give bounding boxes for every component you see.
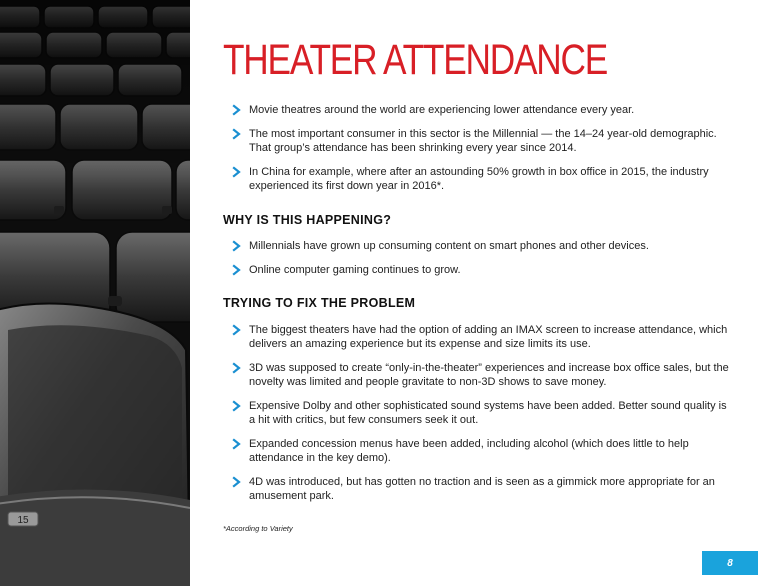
bullet-text: In China for example, where after an astounding 50% growth in box office in 2015, the industry experienced its first down year in 2016*.: [249, 166, 709, 192]
chevron-right-icon: [232, 323, 242, 337]
theater-seats-illustration: [0, 0, 190, 586]
list-item: [223, 437, 733, 465]
list-item: [223, 323, 733, 351]
list-item: [223, 127, 733, 155]
why-bullet-list: [223, 239, 733, 287]
section-heading-why: WHY IS THIS HAPPENING?: [223, 213, 392, 227]
chevron-right-icon: [232, 475, 242, 489]
chevron-right-icon: [232, 361, 242, 375]
chevron-right-icon: [232, 399, 242, 413]
chevron-right-icon: [232, 127, 242, 141]
list-item: [223, 239, 733, 253]
bullet-text: The biggest theaters have had the option of adding an IMAX screen to increase attendance, which delivers an amazing experience but its expense and size limits its use.: [249, 324, 728, 350]
page-number-badge: [702, 551, 758, 575]
chevron-right-icon: [232, 103, 242, 117]
intro-bullet-list: [223, 103, 733, 203]
bullet-text: Expanded concession menus have been added, including alcohol (which does little to help attendance in the key demo).: [249, 438, 689, 464]
chevron-right-icon: [232, 437, 242, 451]
section-heading-fix: TRYING TO FIX THE PROBLEM: [223, 296, 416, 310]
list-item: [223, 361, 733, 389]
list-item: [223, 263, 733, 277]
bullet-text: Millennials have grown up consuming content on smart phones and other devices.: [249, 240, 649, 252]
bullet-text: 4D was introduced, but has gotten no traction and is seen as a gimmick more appropriate for an amusement park.: [249, 476, 715, 502]
chevron-right-icon: [232, 263, 242, 277]
fix-bullet-list: [223, 323, 733, 513]
page-number: 8: [727, 557, 733, 569]
bullet-text: Expensive Dolby and other sophisticated sound systems have been added. Better sound quality is a hit with critics, but few consumers seek it out.: [249, 400, 727, 426]
seat-number: 15: [17, 515, 29, 526]
footnote: *According to Variety: [223, 524, 293, 533]
chevron-right-icon: [232, 239, 242, 253]
bullet-text: Movie theatres around the world are experiencing lower attendance every year.: [249, 104, 635, 116]
list-item: [223, 165, 733, 193]
theater-seats-photo: [0, 0, 190, 586]
bullet-text: 3D was supposed to create “only-in-the-theater” experiences and increase box office sales, but the novelty was limited and people gravitate to non-3D shows to save money.: [249, 362, 729, 388]
chevron-right-icon: [232, 165, 242, 179]
bullet-text: The most important consumer in this sector is the Millennial — the 14–24 year-old demographic. That group’s attendance has been shrinking every year since 2014.: [249, 128, 717, 154]
bullet-text: Online computer gaming continues to grow.: [249, 264, 461, 276]
page-title: THEATER ATTENDANCE: [223, 36, 608, 84]
list-item: [223, 475, 733, 503]
list-item: [223, 399, 733, 427]
list-item: [223, 103, 733, 117]
